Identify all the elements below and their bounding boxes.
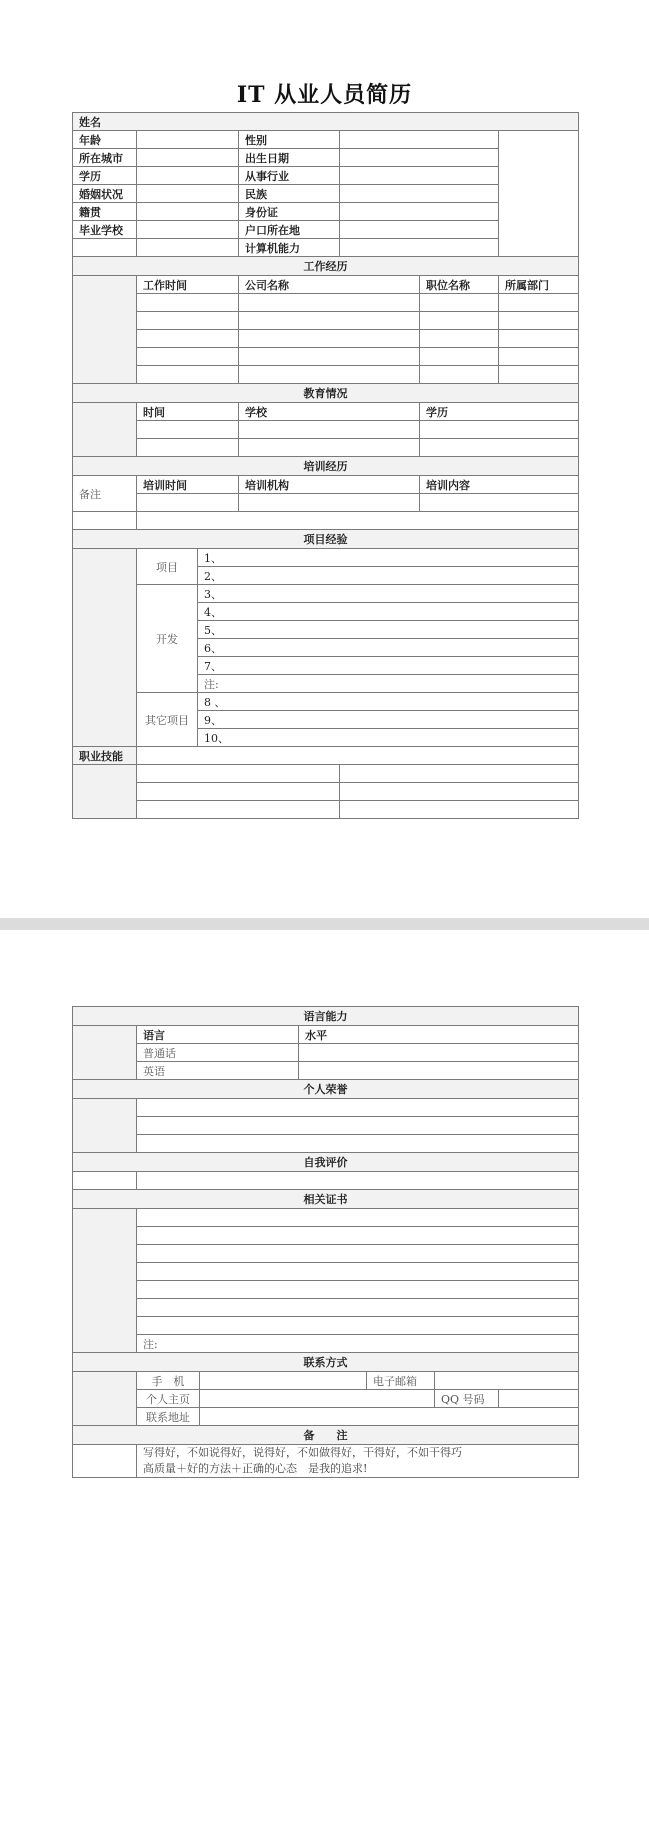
work-side-cell bbox=[73, 276, 137, 384]
blank-field[interactable] bbox=[137, 239, 239, 257]
email-label: 电子邮箱 bbox=[367, 1372, 435, 1390]
work-col-company: 公司名称 bbox=[239, 276, 420, 294]
resume-title: IT 从业人员简历 bbox=[236, 82, 413, 108]
skills-label: 职业技能 bbox=[73, 747, 137, 765]
work-cell[interactable] bbox=[420, 312, 499, 330]
marital-label: 婚姻状况 bbox=[73, 185, 137, 203]
work-cell[interactable] bbox=[499, 366, 579, 384]
project-note[interactable]: 注: bbox=[198, 675, 579, 693]
work-cell[interactable] bbox=[137, 330, 239, 348]
cert-field[interactable] bbox=[137, 1281, 579, 1299]
edu-col-degree: 学历 bbox=[420, 403, 579, 421]
language-row-english: 英语 bbox=[137, 1062, 299, 1080]
id-card-field[interactable] bbox=[340, 203, 499, 221]
cert-field[interactable] bbox=[137, 1209, 579, 1227]
cert-field[interactable] bbox=[137, 1245, 579, 1263]
project-item[interactable]: 3、 bbox=[198, 585, 579, 603]
marital-field[interactable] bbox=[137, 185, 239, 203]
city-field[interactable] bbox=[137, 149, 239, 167]
birth-label: 出生日期 bbox=[239, 149, 340, 167]
skills-cell[interactable] bbox=[340, 801, 579, 819]
work-cell[interactable] bbox=[137, 348, 239, 366]
project-group-label: 项目 bbox=[137, 549, 198, 585]
language-side-cell bbox=[73, 1026, 137, 1080]
industry-field[interactable] bbox=[340, 167, 499, 185]
ethnicity-label: 民族 bbox=[239, 185, 340, 203]
education-side-cell bbox=[73, 403, 137, 457]
work-cell[interactable] bbox=[239, 294, 420, 312]
work-cell[interactable] bbox=[420, 366, 499, 384]
cert-field[interactable] bbox=[137, 1263, 579, 1281]
work-section-header: 工作经历 bbox=[73, 257, 579, 276]
name-label: 姓名 bbox=[73, 113, 579, 131]
training-notes-field[interactable] bbox=[137, 512, 579, 530]
language-level-field[interactable] bbox=[299, 1044, 579, 1062]
industry-label: 从事行业 bbox=[239, 167, 340, 185]
email-field[interactable] bbox=[435, 1372, 579, 1390]
project-item[interactable]: 4、 bbox=[198, 603, 579, 621]
computer-skill-label: 计算机能力 bbox=[239, 239, 340, 257]
remarks-side-cell bbox=[73, 1445, 137, 1478]
blank-cell bbox=[73, 239, 137, 257]
project-item[interactable]: 2、 bbox=[198, 567, 579, 585]
edu-cell[interactable] bbox=[239, 439, 420, 457]
training-section-header: 培训经历 bbox=[73, 457, 579, 476]
remarks-line-2: 高质量＋好的方法＋正确的心态 是我的追求! bbox=[143, 1462, 368, 1475]
gender-label: 性别 bbox=[239, 131, 340, 149]
address-label: 联系地址 bbox=[137, 1408, 200, 1426]
qq-label: QQ 号码 bbox=[435, 1390, 499, 1408]
work-cell[interactable] bbox=[137, 312, 239, 330]
work-cell[interactable] bbox=[137, 366, 239, 384]
honors-section-header: 个人荣誉 bbox=[73, 1080, 579, 1099]
resume-page-1 bbox=[0, 0, 649, 918]
self-eval-field[interactable] bbox=[137, 1172, 579, 1190]
project-side-cell bbox=[73, 549, 137, 747]
education-label: 学历 bbox=[73, 167, 137, 185]
resume-page-2 bbox=[0, 930, 649, 1848]
work-col-position: 职位名称 bbox=[420, 276, 499, 294]
education-section-header: 教育情况 bbox=[73, 384, 579, 403]
project-section-header: 项目经验 bbox=[73, 530, 579, 549]
work-col-department: 所属部门 bbox=[499, 276, 579, 294]
gender-field[interactable] bbox=[340, 131, 499, 149]
resume-table-page-2 bbox=[72, 1006, 579, 1478]
city-label: 所在城市 bbox=[73, 149, 137, 167]
ethnicity-field[interactable] bbox=[340, 185, 499, 203]
skills-side-cell bbox=[73, 765, 137, 819]
hukou-label: 户口所在地 bbox=[239, 221, 340, 239]
age-field[interactable] bbox=[137, 131, 239, 149]
training-cell[interactable] bbox=[137, 494, 239, 512]
project-item[interactable]: 6、 bbox=[198, 639, 579, 657]
edu-col-time: 时间 bbox=[137, 403, 239, 421]
project-item[interactable]: 1、 bbox=[198, 549, 579, 567]
phone-field[interactable] bbox=[200, 1372, 367, 1390]
edu-cell[interactable] bbox=[420, 439, 579, 457]
certs-section-header: 相关证书 bbox=[73, 1190, 579, 1209]
project-item[interactable]: 10、 bbox=[198, 729, 579, 747]
language-col-level: 水平 bbox=[299, 1026, 579, 1044]
skills-cell[interactable] bbox=[137, 801, 340, 819]
honors-field[interactable] bbox=[137, 1135, 579, 1153]
training-note-label: 备注 bbox=[73, 476, 137, 512]
cert-field[interactable] bbox=[137, 1317, 579, 1335]
skills-cell[interactable] bbox=[340, 765, 579, 783]
remarks-content bbox=[137, 1445, 579, 1478]
honors-field[interactable] bbox=[137, 1099, 579, 1117]
language-section-header: 语言能力 bbox=[73, 1007, 579, 1026]
project-item[interactable]: 9、 bbox=[198, 711, 579, 729]
training-col-content: 培训内容 bbox=[420, 476, 579, 494]
native-place-label: 籍贯 bbox=[73, 203, 137, 221]
training-side-cell bbox=[73, 512, 137, 530]
honors-side-cell bbox=[73, 1099, 137, 1153]
work-cell[interactable] bbox=[499, 330, 579, 348]
project-item[interactable]: 5、 bbox=[198, 621, 579, 639]
computer-skill-field[interactable] bbox=[340, 239, 499, 257]
work-cell[interactable] bbox=[239, 366, 420, 384]
training-col-time: 培训时间 bbox=[137, 476, 239, 494]
id-card-label: 身份证 bbox=[239, 203, 340, 221]
certs-note[interactable]: 注: bbox=[137, 1335, 579, 1353]
phone-label: 手 机 bbox=[137, 1372, 200, 1390]
school-field[interactable] bbox=[137, 221, 239, 239]
work-cell[interactable] bbox=[499, 312, 579, 330]
age-label: 年龄 bbox=[73, 131, 137, 149]
self-eval-side-cell bbox=[73, 1172, 137, 1190]
work-cell[interactable] bbox=[137, 294, 239, 312]
dev-group-label: 开发 bbox=[137, 585, 198, 693]
work-cell[interactable] bbox=[499, 348, 579, 366]
resume-table-page-1 bbox=[72, 112, 579, 819]
contact-section-header: 联系方式 bbox=[73, 1353, 579, 1372]
edu-cell[interactable] bbox=[137, 421, 239, 439]
skills-field[interactable] bbox=[137, 747, 579, 765]
qq-field[interactable] bbox=[499, 1390, 579, 1408]
homepage-label: 个人主页 bbox=[137, 1390, 200, 1408]
project-item[interactable]: 7、 bbox=[198, 657, 579, 675]
edu-col-school: 学校 bbox=[239, 403, 420, 421]
training-cell[interactable] bbox=[420, 494, 579, 512]
work-cell[interactable] bbox=[239, 330, 420, 348]
work-cell[interactable] bbox=[239, 348, 420, 366]
honors-field[interactable] bbox=[137, 1117, 579, 1135]
cert-field[interactable] bbox=[137, 1227, 579, 1245]
other-project-group-label: 其它项目 bbox=[137, 693, 198, 747]
address-field[interactable] bbox=[200, 1408, 579, 1426]
skills-cell[interactable] bbox=[340, 783, 579, 801]
work-col-time: 工作时间 bbox=[137, 276, 239, 294]
work-cell[interactable] bbox=[420, 294, 499, 312]
certs-side-cell bbox=[73, 1209, 137, 1353]
self-eval-section-header: 自我评价 bbox=[73, 1153, 579, 1172]
language-level-field[interactable] bbox=[299, 1062, 579, 1080]
language-col-lang: 语言 bbox=[137, 1026, 299, 1044]
training-col-org: 培训机构 bbox=[239, 476, 420, 494]
work-cell[interactable] bbox=[499, 294, 579, 312]
training-cell[interactable] bbox=[239, 494, 420, 512]
edu-cell[interactable] bbox=[137, 439, 239, 457]
remarks-line-1: 写得好，不如说得好，说得好，不如做得好，干得好，不如干得巧 bbox=[143, 1446, 462, 1459]
work-cell[interactable] bbox=[420, 348, 499, 366]
photo-area[interactable] bbox=[499, 131, 579, 257]
work-cell[interactable] bbox=[420, 330, 499, 348]
skills-cell[interactable] bbox=[137, 765, 340, 783]
remarks-section-header: 备 注 bbox=[73, 1426, 579, 1445]
page-separator bbox=[0, 918, 649, 930]
birth-field[interactable] bbox=[340, 149, 499, 167]
language-row-mandarin: 普通话 bbox=[137, 1044, 299, 1062]
project-item[interactable]: 8 、 bbox=[198, 693, 579, 711]
hukou-field[interactable] bbox=[340, 221, 499, 239]
school-label: 毕业学校 bbox=[73, 221, 137, 239]
education-field[interactable] bbox=[137, 167, 239, 185]
skills-cell[interactable] bbox=[137, 783, 340, 801]
homepage-field[interactable] bbox=[200, 1390, 435, 1408]
cert-field[interactable] bbox=[137, 1299, 579, 1317]
edu-cell[interactable] bbox=[239, 421, 420, 439]
native-place-field[interactable] bbox=[137, 203, 239, 221]
contact-side-cell bbox=[73, 1372, 137, 1426]
edu-cell[interactable] bbox=[420, 421, 579, 439]
work-cell[interactable] bbox=[239, 312, 420, 330]
